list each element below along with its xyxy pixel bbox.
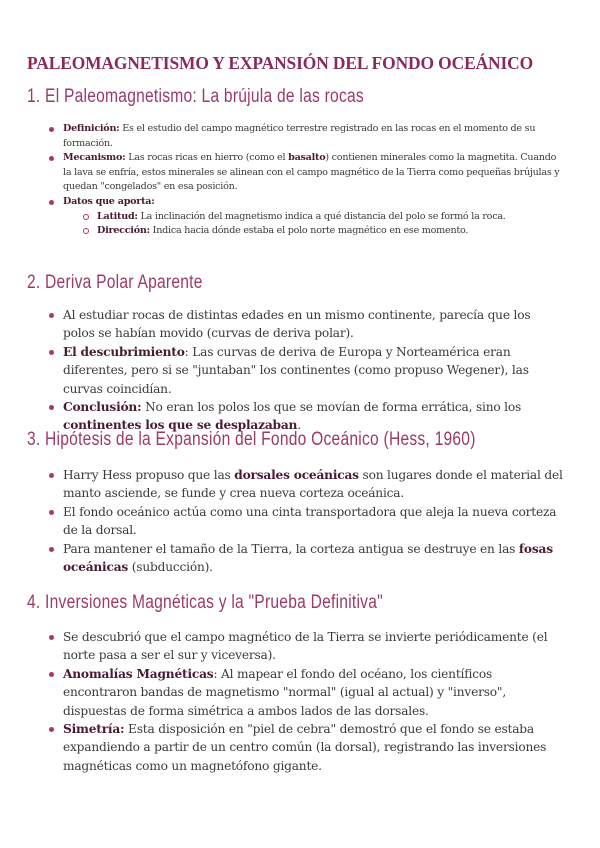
bullet-icon <box>49 473 54 478</box>
list-item <box>63 122 563 151</box>
section-heading-paleomagnetismo: 1. El Paleomagnetismo: La brújula de las rocas <box>27 86 364 107</box>
bullet-icon <box>49 313 54 318</box>
item-text: son lugares donde el material del manto asciende, se funde y crea nueva corteza oceánica. <box>63 468 563 501</box>
item-text: Es el estudio del campo magnético terrestre registrado en las rocas en el momento de su formación. <box>63 123 536 149</box>
bullet-icon <box>49 350 54 355</box>
item-term: Conclusión: <box>63 400 142 415</box>
item-text: Esta disposición en "piel de cebra" demostró que el fondo se estaba expandiendo a partir de un centro común (la dorsal), registrando las inversiones magnéticas como un magnetófono gigante. <box>63 722 547 773</box>
bullet-icon <box>49 547 54 552</box>
item-term: Simetría: <box>63 722 125 737</box>
bullet-icon <box>49 727 54 732</box>
sub-bullet-icon <box>83 228 89 234</box>
item-text: La inclinación del magnetismo indica a qué distancia del polo se formó la roca. <box>137 210 506 222</box>
section-list-paleomagnetismo <box>63 122 563 239</box>
list-item <box>63 306 565 343</box>
item-text: Se descubrió que el campo magnético de la Tierra se invierte periódicamente (el norte pasa a ser el sur y viceversa). <box>63 630 548 663</box>
item-text: ) contienen minerales como la magnetita. Cuando la lava se enfría, estos minerales se alinean con el campo magnético de la Tierra como pequeñas brújulas y quedan "congelados" en esa posición. <box>63 152 560 193</box>
item-text: (subducción). <box>128 560 213 575</box>
list-item <box>63 540 565 577</box>
item-term: El descubrimiento <box>63 344 185 359</box>
item-emphasis: continentes los que se desplazaban <box>63 418 298 433</box>
list-item <box>63 503 565 540</box>
item-text: : Las curvas de deriva de Europa y Norteamérica eran diferentes, pero si se "juntaban" los continentes (como propuso Wegener), las curvas coincidían. <box>63 344 529 396</box>
bullet-icon <box>49 405 54 410</box>
item-text: El fondo oceánico actúa como una cinta transportadora que aleja la nueva corteza de la dorsal. <box>63 504 557 538</box>
bullet-icon <box>49 635 54 640</box>
item-term: Definición: <box>63 123 120 134</box>
item-text: Harry Hess propuso que las <box>63 468 235 482</box>
item-text: Las rocas ricas en hierro (como el <box>125 152 289 164</box>
sub-list-item <box>97 210 563 225</box>
list-item <box>63 466 565 503</box>
list-item <box>63 665 565 720</box>
sub-list <box>97 210 563 239</box>
section-heading-inversiones-magneticas: 4. Inversiones Magnéticas y la "Prueba Definitiva" <box>27 592 383 613</box>
item-text: Para mantener el tamaño de la Tierra, la corteza antigua se destruye en las <box>63 541 519 556</box>
item-text: Al estudiar rocas de distintas edades en un mismo continente, parecía que los polos se habían movido (curvas de deriva polar). <box>63 308 531 341</box>
list-item <box>63 628 565 665</box>
list-item <box>63 343 565 398</box>
list-item <box>63 151 563 195</box>
sub-list-item <box>97 224 563 239</box>
section-list-expansion-fondo <box>63 466 565 576</box>
bullet-icon <box>49 510 54 515</box>
item-text: . <box>297 418 301 433</box>
page-title: PALEOMAGNETISMO Y EXPANSIÓN DEL FONDO OCEÁNICO <box>27 53 534 73</box>
section-list-inversiones-magneticas <box>63 628 565 775</box>
bullet-icon <box>49 672 54 677</box>
section-heading-expansion-fondo: 3. Hipótesis de la Expansión del Fondo Oceánico (Hess, 1960) <box>27 429 476 450</box>
item-text: : Al mapear el fondo del océano, los científicos encontraron bandas de magnetismo "normal" (igual al actual) y "inverso", dispuestas de forma simétrica a ambos lados de las dorsales. <box>63 666 506 718</box>
item-term: Dirección: <box>97 225 150 237</box>
list-item <box>63 195 563 239</box>
item-term: Datos que aporta: <box>63 195 155 207</box>
item-term: Anomalías Magnéticas <box>63 666 214 681</box>
section-list-deriva-polar <box>63 306 565 435</box>
item-term: Latitud: <box>97 210 138 222</box>
item-term: Mecanismo: <box>63 152 126 164</box>
bullet-icon <box>49 200 54 205</box>
bullet-icon <box>49 127 54 132</box>
item-emphasis: fosas oceánicas <box>63 541 553 575</box>
item-emphasis: basalto <box>288 152 326 164</box>
item-text: Indica hacia dónde estaba el polo norte magnético en ese momento. <box>149 225 469 237</box>
section-heading-deriva-polar: 2. Deriva Polar Aparente <box>27 272 203 293</box>
item-text: No eran los polos los que se movían de forma errática, sino los <box>141 400 522 415</box>
sub-bullet-icon <box>83 214 89 220</box>
list-item <box>63 720 565 775</box>
bullet-icon <box>49 156 54 161</box>
item-emphasis: dorsales oceánicas <box>234 468 359 482</box>
